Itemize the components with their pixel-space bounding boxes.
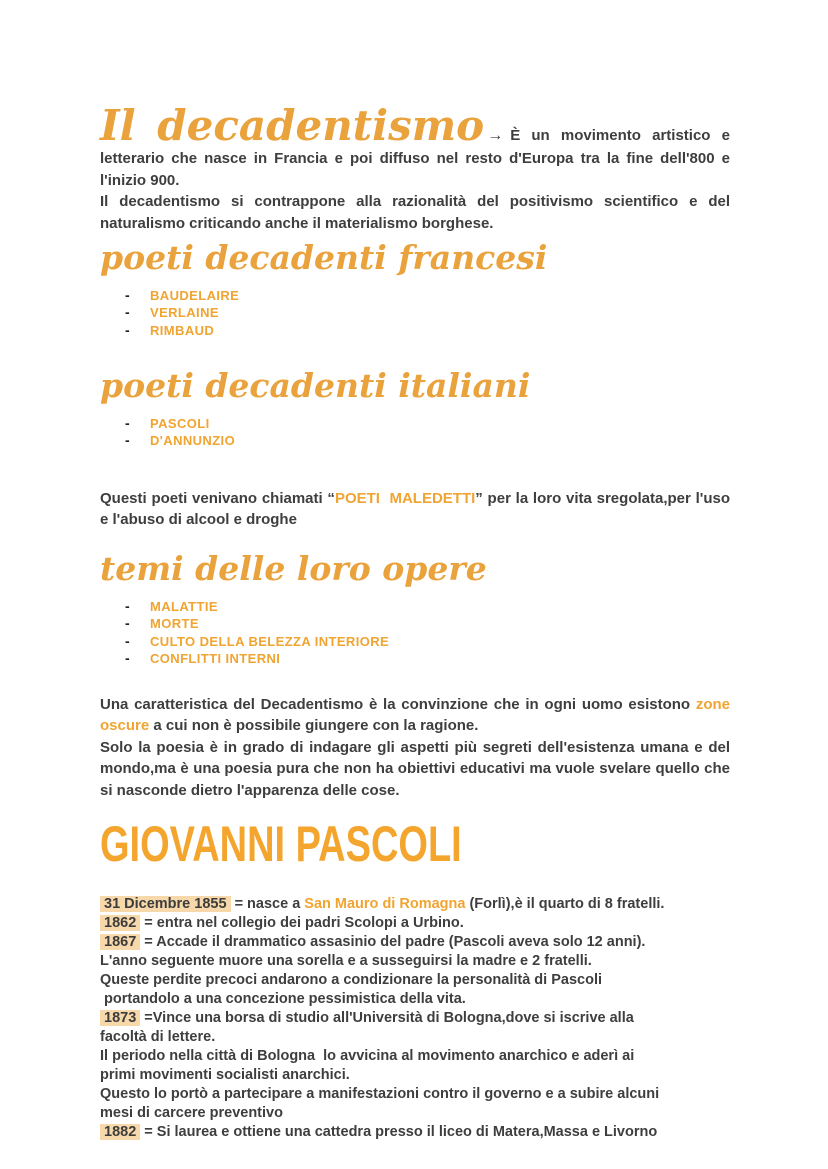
heading-themes: temi delle loro opere bbox=[100, 548, 487, 588]
list-item bbox=[100, 615, 730, 633]
poet-name: BAUDELAIRE bbox=[150, 287, 240, 303]
theme-name: MALATTIE bbox=[150, 598, 218, 614]
dash-bullet: - bbox=[125, 615, 130, 632]
timeline-text: = Si laurea e ottiene una cattedra presso il liceo di Matera,Massa e Livorno bbox=[144, 1124, 658, 1141]
timeline-line bbox=[100, 933, 730, 952]
poet-name: PASCOLI bbox=[150, 415, 210, 431]
caratteristica-paragraph-2: Solo la poesia è in grado di indagare gli aspetti più segreti dell'esistenza umana e del mondo,ma è una poesia pura che non ha obiettivi educativi ma vuole svelare quello che si nasconde dietro l'apparenza delle cose. bbox=[100, 738, 730, 799]
timeline-text: (Forlì),è il quarto di 8 fratelli. bbox=[469, 896, 665, 913]
timeline-text: L'anno seguente muore una sorella e a susseguirsi la madre e 2 fratelli. bbox=[100, 953, 592, 970]
place-highlight: San Mauro di Romagna bbox=[304, 896, 466, 913]
list-item bbox=[100, 287, 730, 305]
list-item bbox=[100, 322, 730, 340]
timeline-line bbox=[100, 971, 730, 990]
zone-oscure-highlight: zone oscure bbox=[100, 695, 735, 735]
caratteristica-pre: Una caratteristica del Decadentismo è la convinzione che in ogni uomo esistono bbox=[100, 695, 696, 713]
timeline-text: =Vince una borsa di studio all'Università di Bologna,dove si iscrive alla bbox=[144, 1010, 634, 1027]
timeline-line bbox=[100, 1123, 730, 1142]
theme-name: MORTE bbox=[150, 616, 199, 632]
italian-poets-list bbox=[100, 415, 730, 450]
timeline-text: Queste perdite precoci andarono a condizionare la personalità di Pascoli bbox=[100, 972, 602, 989]
timeline-text: primi movimenti socialisti anarchici. bbox=[100, 1067, 350, 1084]
timeline-line bbox=[100, 1066, 730, 1085]
timeline-line bbox=[100, 952, 730, 971]
maledetti-highlight: POETI MALEDETTI bbox=[334, 489, 476, 507]
timeline-line bbox=[100, 990, 730, 1009]
list-item bbox=[100, 304, 730, 322]
pascoli-title: GIOVANNI PASCOLI bbox=[100, 816, 462, 873]
intro-lead-text: È un movimento artistico e letterario che nasce in Francia e poi diffuso nel resto d'Europa tra la fine dell'800 e l'inizio 900. bbox=[100, 127, 730, 189]
caratteristica-post: a cui non è possibile giungere con la ragione. bbox=[149, 717, 479, 735]
page-title: Il decadentismo bbox=[100, 101, 485, 150]
list-item bbox=[100, 432, 730, 450]
timeline-text: Il periodo nella città di Bologna lo avvicina al movimento anarchico e aderì ai bbox=[100, 1048, 635, 1065]
intro-paragraph bbox=[100, 101, 730, 191]
arrow-icon: → bbox=[487, 127, 504, 144]
date-highlight: 1867 bbox=[100, 934, 140, 950]
timeline-text: = entra nel collegio dei padri Scolopi a Urbino. bbox=[144, 915, 464, 932]
dash-bullet: - bbox=[125, 597, 130, 614]
timeline-text: = Accade il drammatico assasinio del padre (Pascoli aveva solo 12 anni). bbox=[144, 934, 646, 951]
dash-bullet: - bbox=[125, 414, 130, 431]
timeline-line bbox=[100, 1009, 730, 1028]
list-item bbox=[100, 650, 730, 668]
themes-list bbox=[100, 598, 730, 668]
timeline-line bbox=[100, 1085, 730, 1104]
timeline-line bbox=[100, 914, 730, 933]
dash-bullet: - bbox=[125, 304, 130, 321]
timeline-line bbox=[100, 1104, 730, 1123]
timeline-line bbox=[100, 1028, 730, 1047]
timeline-line bbox=[100, 895, 730, 914]
timeline-text: = nasce a bbox=[234, 896, 301, 913]
heading-italian-poets: poeti decadenti italiani bbox=[100, 366, 531, 406]
date-highlight: 1862 bbox=[100, 915, 140, 931]
list-item bbox=[100, 633, 730, 651]
caratteristica-paragraph-1 bbox=[100, 694, 735, 737]
poet-name: VERLAINE bbox=[150, 305, 219, 321]
pascoli-timeline bbox=[100, 895, 730, 1142]
timeline-text: Questo lo portò a partecipare a manifestazioni contro il governo e a subire alcuni bbox=[100, 1086, 660, 1103]
timeline-text: portandolo a una concezione pessimistica della vita. bbox=[100, 991, 466, 1008]
dash-bullet: - bbox=[125, 650, 130, 667]
date-highlight: 1882 bbox=[100, 1124, 140, 1140]
maledetti-pre: Questi poeti venivano chiamati “ bbox=[100, 489, 335, 507]
intro-paragraph-2: Il decadentismo si contrappone alla razionalità del positivismo scientifico e del naturalismo criticando anche il materialismo borghese. bbox=[100, 193, 730, 232]
dash-bullet: - bbox=[125, 286, 130, 303]
theme-name: CULTO DELLA BELEZZA INTERIORE bbox=[150, 633, 390, 649]
date-highlight: 31 Dicembre 1855 bbox=[100, 896, 231, 912]
maledetti-post: ” per la loro vita sregolata,per l'uso e l'abuso di alcool e droghe bbox=[100, 489, 730, 529]
timeline-text: mesi di carcere preventivo bbox=[100, 1105, 283, 1122]
timeline-line bbox=[100, 1047, 730, 1066]
pascoli-section bbox=[100, 816, 730, 873]
list-item bbox=[100, 598, 730, 616]
poet-name: D'ANNUNZIO bbox=[150, 433, 236, 449]
dash-bullet: - bbox=[125, 432, 130, 449]
heading-french-poets: poeti decadenti francesi bbox=[100, 238, 548, 278]
maledetti-paragraph bbox=[100, 488, 730, 531]
date-highlight: 1873 bbox=[100, 1010, 140, 1026]
list-item bbox=[100, 415, 730, 433]
theme-name: CONFLITTI INTERNI bbox=[150, 651, 281, 667]
poet-name: RIMBAUD bbox=[150, 322, 215, 338]
timeline-text: facoltà di lettere. bbox=[100, 1029, 216, 1046]
dash-bullet: - bbox=[125, 632, 130, 649]
dash-bullet: - bbox=[125, 321, 130, 338]
french-poets-list bbox=[100, 287, 730, 340]
